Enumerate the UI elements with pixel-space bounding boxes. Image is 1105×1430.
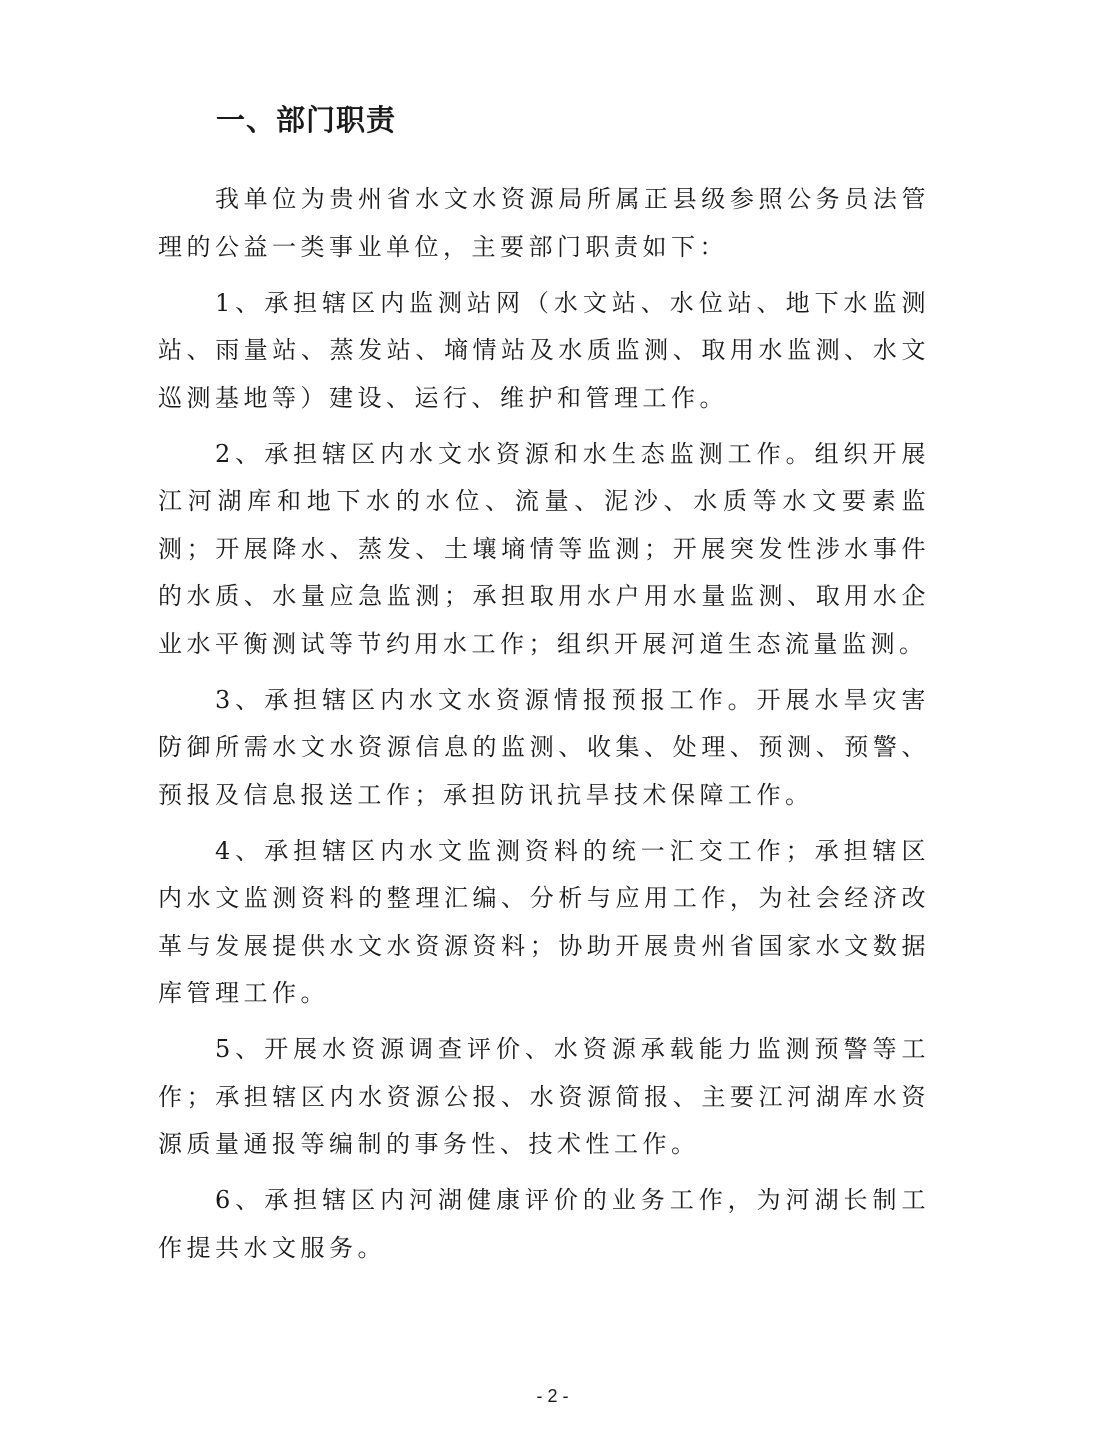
duty-item-6: 6、承担辖区内河湖健康评价的业务工作，为河湖长制工作提共水文服务。	[158, 1186, 930, 1262]
body-text	[158, 176, 930, 1281]
section-heading: 一、部门职责	[216, 103, 397, 137]
duty-item-3: 3、承担辖区内水文水资源情报预报工作。开展水旱灾害防御所需水文水资源信息的监测、收集、处理、预测、预警、预报及信息报送工作；承担防讯抗旱技术保障工作。	[158, 685, 930, 809]
duty-item-2: 2、承担辖区内水文水资源和水生态监测工作。组织开展江河湖库和地下水的水位、流量、泥沙、水质等水文要素监测；开展降水、蒸发、土壤墒情等监测；开展突发性涉水事件的水质、水量应急监测；承担取用水户用水量监测、取用水企业水平衡测试等节约用水工作；组织开展河道生态流量监测。	[158, 439, 930, 658]
duty-item-5: 5、开展水资源调查评价、水资源承载能力监测预警等工作；承担辖区内水资源公报、水资源简报、主要江河湖库水资源质量通报等编制的事务性、技术性工作。	[158, 1035, 930, 1158]
intro-paragraph: 我单位为贵州省水文水资源局所属正县级参照公务员法管理的公益一类事业单位，主要部门职责如下：	[158, 185, 930, 261]
duty-item-1: 1、承担辖区内监测站网（水文站、水位站、地下水监测站、雨量站、蒸发站、墒情站及水质监测、取用水监测、水文巡测基地等）建设、运行、维护和管理工作。	[158, 288, 930, 412]
duty-item-4: 4、承担辖区内水文监测资料的统一汇交工作；承担辖区内水文监测资料的整理汇编、分析与应用工作，为社会经济改革与发展提供水文水资源资料；协助开展贵州省国家水文数据库管理工作。	[158, 836, 930, 1007]
page-number: - 2 -	[536, 1386, 569, 1406]
